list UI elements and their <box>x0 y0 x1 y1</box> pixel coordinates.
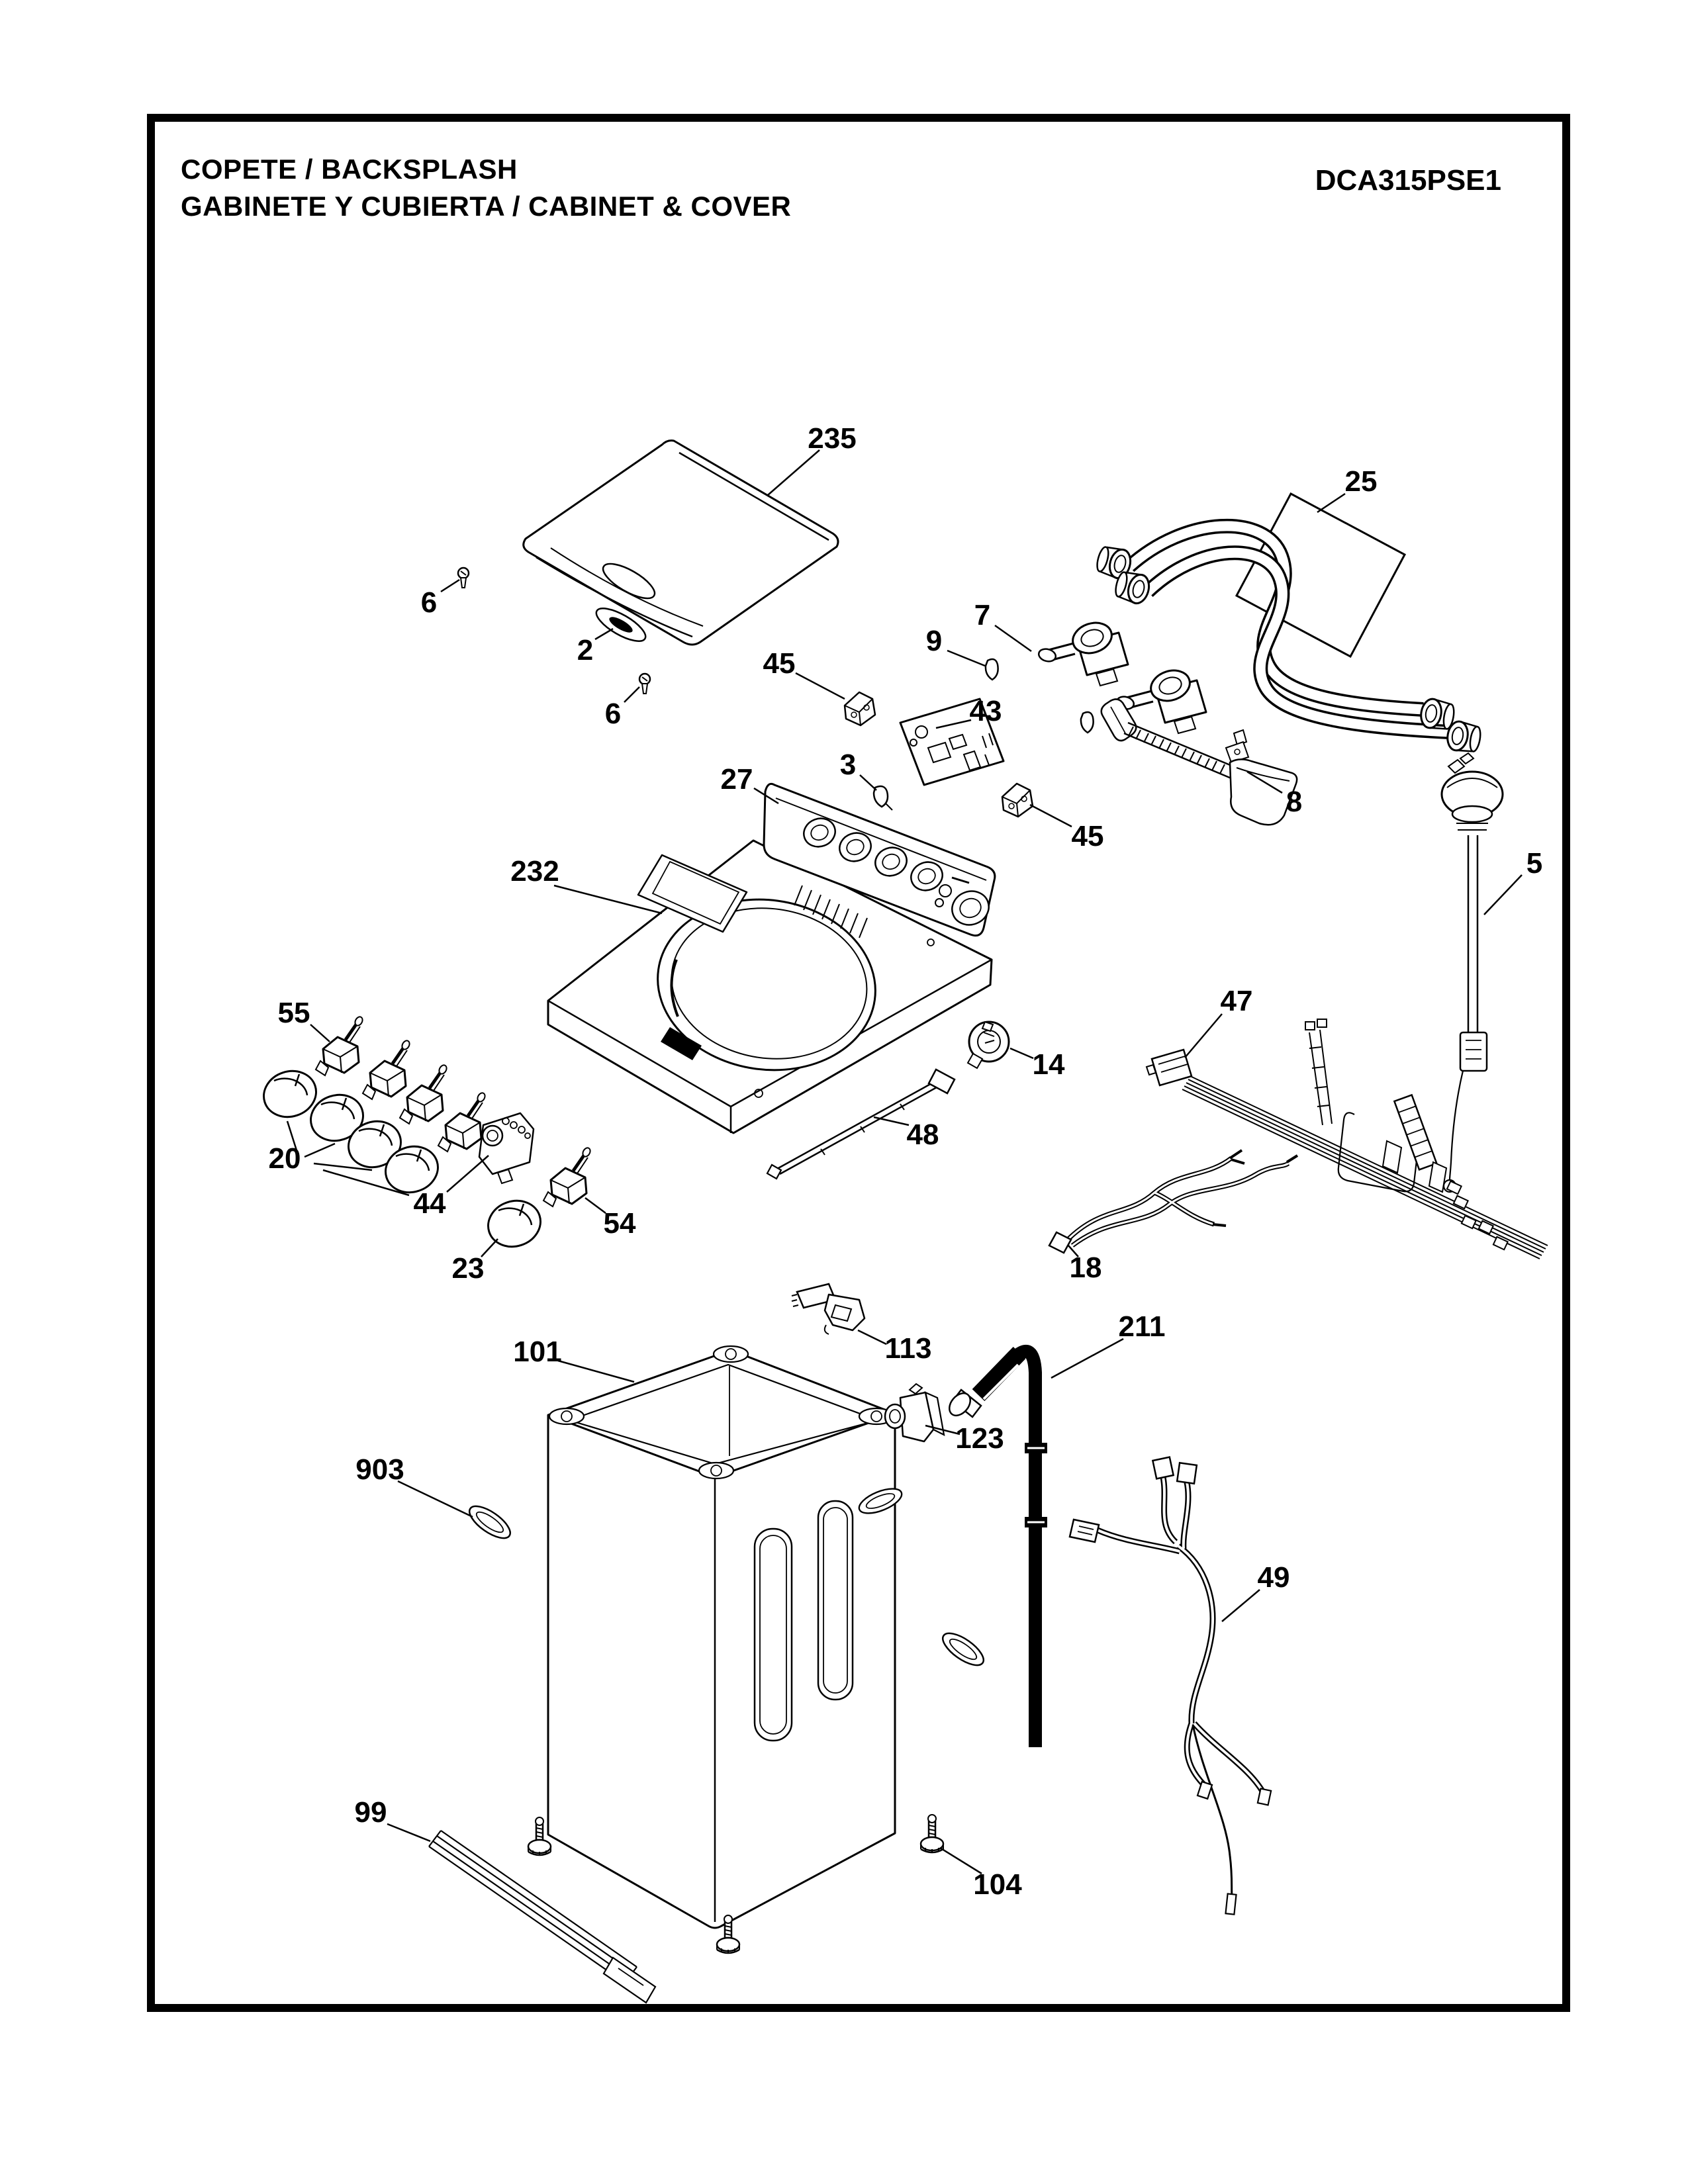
lid-switch <box>792 1284 865 1334</box>
callout-101: 101 <box>513 1336 562 1368</box>
title-line-2: GABINETE Y CUBIERTA / CABINET & COVER <box>181 191 792 222</box>
callout-99: 99 <box>354 1796 387 1829</box>
callout-2: 2 <box>577 634 594 666</box>
leader-113 <box>858 1330 886 1344</box>
leader-45a <box>796 673 845 699</box>
callout-903: 903 <box>355 1453 404 1486</box>
leader-49 <box>1222 1590 1260 1621</box>
callout-44: 44 <box>413 1187 446 1220</box>
leader-99 <box>387 1824 430 1841</box>
leader-55 <box>310 1024 330 1042</box>
strap-and-shield <box>1102 699 1297 825</box>
leader-211 <box>1051 1339 1123 1378</box>
callout-113: 113 <box>884 1332 932 1365</box>
cabinet <box>548 1346 905 1928</box>
leader-6a <box>441 580 459 592</box>
lid <box>524 441 838 645</box>
rotary-switch-54 <box>543 1146 592 1206</box>
callout-235: 235 <box>808 422 857 455</box>
leader-45b <box>1030 805 1072 827</box>
cap-14 <box>968 1022 1009 1068</box>
leader-2 <box>595 629 613 639</box>
callout-104: 104 <box>973 1868 1022 1901</box>
callout-25: 25 <box>1344 465 1378 498</box>
leader-48 <box>874 1117 909 1125</box>
leader-14 <box>1010 1048 1033 1058</box>
leader-54 <box>585 1198 606 1213</box>
bracket-45a <box>845 692 875 725</box>
callout-45a: 45 <box>763 647 796 680</box>
fill-hoses <box>1094 494 1482 754</box>
screw-6a <box>458 568 469 588</box>
callout-18: 18 <box>1069 1251 1102 1284</box>
leader-44 <box>447 1156 489 1192</box>
title-line-1: COPETE / BACKSPLASH <box>181 154 518 185</box>
bracket-45b <box>1002 784 1033 817</box>
leader-903 <box>398 1481 473 1517</box>
callout-9: 9 <box>925 625 943 657</box>
callout-55: 55 <box>277 997 310 1029</box>
callout-211: 211 <box>1118 1310 1166 1343</box>
screw-6b <box>639 674 650 694</box>
callout-6a: 6 <box>420 586 438 619</box>
callout-48: 48 <box>906 1118 939 1151</box>
callout-7: 7 <box>974 599 991 631</box>
callout-20: 20 <box>268 1142 301 1175</box>
callout-5: 5 <box>1526 847 1543 880</box>
wire-assembly-18 <box>1049 1150 1297 1253</box>
drain-hose <box>945 1351 1047 1747</box>
callout-232: 232 <box>510 855 559 887</box>
leader-101 <box>558 1361 634 1382</box>
leader-235 <box>768 450 820 495</box>
callout-6b: 6 <box>604 698 622 730</box>
model-number: DCA315PSE1 <box>1315 164 1501 197</box>
callout-47: 47 <box>1220 985 1253 1017</box>
leader-7 <box>995 625 1031 651</box>
leveling-leg-right <box>921 1815 943 1853</box>
callout-23: 23 <box>451 1252 485 1285</box>
leader-6b <box>624 687 639 702</box>
handle-insert-b <box>938 1627 988 1671</box>
callout-49: 49 <box>1257 1561 1290 1594</box>
leader-3 <box>860 775 876 790</box>
water-level-switch <box>479 1113 534 1183</box>
callout-3: 3 <box>839 749 857 781</box>
handle-insert-903 <box>465 1500 515 1544</box>
callout-43: 43 <box>969 695 1002 727</box>
leader-9 <box>947 651 985 666</box>
leader-47 <box>1185 1014 1222 1058</box>
pressure-hose <box>1442 753 1503 1192</box>
callout-27: 27 <box>720 763 753 796</box>
leader-25 <box>1317 494 1345 512</box>
callout-14: 14 <box>1032 1048 1065 1081</box>
callout-8: 8 <box>1286 786 1303 818</box>
callout-54: 54 <box>603 1207 636 1240</box>
callout-45b: 45 <box>1071 820 1104 852</box>
callout-123: 123 <box>955 1422 1004 1455</box>
leader-5 <box>1484 875 1522 915</box>
lower-wire-harness <box>1070 1457 1271 1915</box>
